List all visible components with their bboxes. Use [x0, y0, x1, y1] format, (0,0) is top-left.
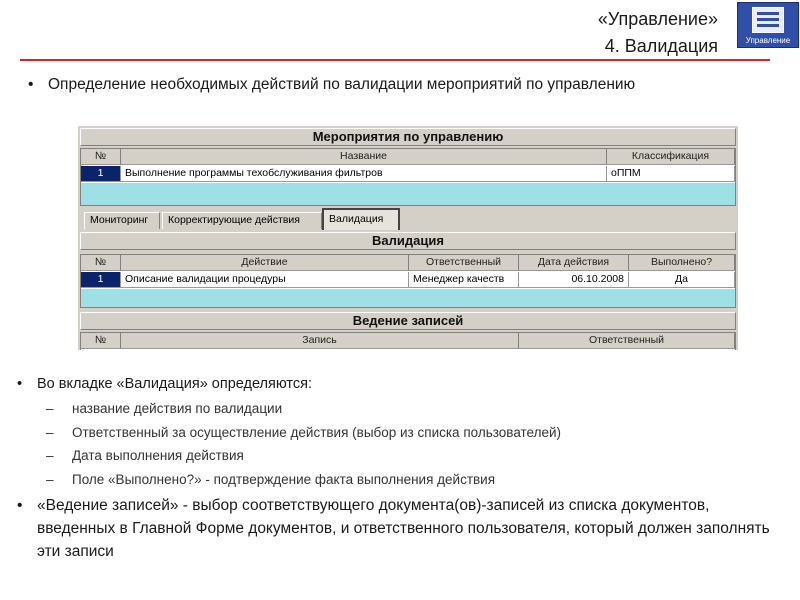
column-header-responsible[interactable]: Ответственный	[519, 333, 735, 349]
sub-item	[46, 400, 752, 418]
row-action: Описание валидации процедуры	[121, 272, 409, 288]
sub-item-text: Ответственный за осуществление действия (выбор из списка пользователей)	[72, 425, 562, 440]
column-header-number[interactable]: №	[81, 149, 121, 165]
table-row[interactable]	[81, 272, 735, 288]
row-classification: оППМ	[607, 166, 735, 182]
column-header-number[interactable]: №	[81, 333, 121, 349]
table-empty-area[interactable]	[81, 289, 735, 307]
column-header-done[interactable]: Выполнено?	[629, 255, 735, 271]
section-header-measures: Мероприятия по управлению	[80, 128, 736, 146]
slide-title-line2: 4. Валидация	[604, 36, 718, 56]
sub-item	[46, 471, 752, 489]
row-responsible: Менеджер качеств	[409, 272, 519, 288]
slide-title-line1: «Управление»	[597, 9, 718, 29]
column-header-name[interactable]: Название	[121, 149, 607, 165]
table-row[interactable]	[81, 166, 735, 182]
dash: –	[46, 401, 54, 416]
tab-monitoring[interactable]: Мониторинг	[84, 212, 160, 229]
section-header-validation: Валидация	[80, 232, 736, 250]
validation-table	[80, 254, 736, 308]
row-date: 06.10.2008	[519, 272, 629, 288]
column-header-responsible[interactable]: Ответственный	[409, 255, 519, 271]
tab-validation[interactable]: Валидация	[322, 208, 400, 230]
bullet-top	[28, 74, 728, 96]
sub-item-text: Дата выполнения действия	[72, 448, 244, 463]
column-header-number[interactable]: №	[81, 255, 121, 271]
sub-item	[46, 447, 752, 465]
row-number: 1	[81, 272, 121, 288]
column-header-classification[interactable]: Классификация	[607, 149, 735, 165]
sub-item-text: Поле «Выполнено?» - подтверждение факта выполнения действия	[72, 472, 496, 487]
tab-corrective-actions[interactable]: Корректирующие действия	[162, 212, 322, 229]
row-done: Да	[629, 272, 735, 288]
bullet-dot: •	[17, 376, 23, 392]
management-logo	[737, 2, 799, 48]
bullet-records	[17, 494, 777, 563]
slide-title	[598, 6, 718, 60]
column-header-action[interactable]: Действие	[121, 255, 409, 271]
bullet-top-text: Определение необходимых действий по валидации мероприятий по управлению	[48, 76, 636, 93]
bullet-dot: •	[17, 497, 23, 514]
table-header-row	[81, 149, 735, 165]
header-divider	[20, 59, 770, 61]
bullet-validation-tab	[17, 373, 757, 395]
table-header-row	[81, 333, 735, 349]
table-header-row	[81, 255, 735, 271]
section-header-records: Ведение записей	[80, 312, 736, 330]
bullet-validation-tab-text: Во вкладке «Валидация» определяются:	[37, 376, 313, 392]
bullet-dot: •	[28, 76, 34, 93]
logo-caption: Управление	[745, 36, 791, 45]
measures-table	[80, 148, 736, 206]
dash: –	[46, 472, 54, 487]
row-name: Выполнение программы техобслуживания фильтров	[121, 166, 607, 182]
records-table	[80, 332, 736, 350]
dash: –	[46, 448, 54, 463]
document-icon	[752, 7, 784, 33]
column-header-date[interactable]: Дата действия	[519, 255, 629, 271]
column-header-record[interactable]: Запись	[121, 333, 519, 349]
table-empty-area[interactable]	[81, 183, 735, 205]
sub-item-text: название действия по валидации	[72, 401, 283, 416]
bullet-records-text: «Ведение записей» - выбор соответствующего документа(ов)-записей из списка документов, введенных в Главной Форме документов, и ответственного пользователя, который должен заполнять эти записи	[37, 497, 770, 560]
sub-item	[46, 424, 752, 442]
app-window	[78, 126, 738, 350]
dash: –	[46, 425, 54, 440]
row-number: 1	[81, 166, 121, 182]
